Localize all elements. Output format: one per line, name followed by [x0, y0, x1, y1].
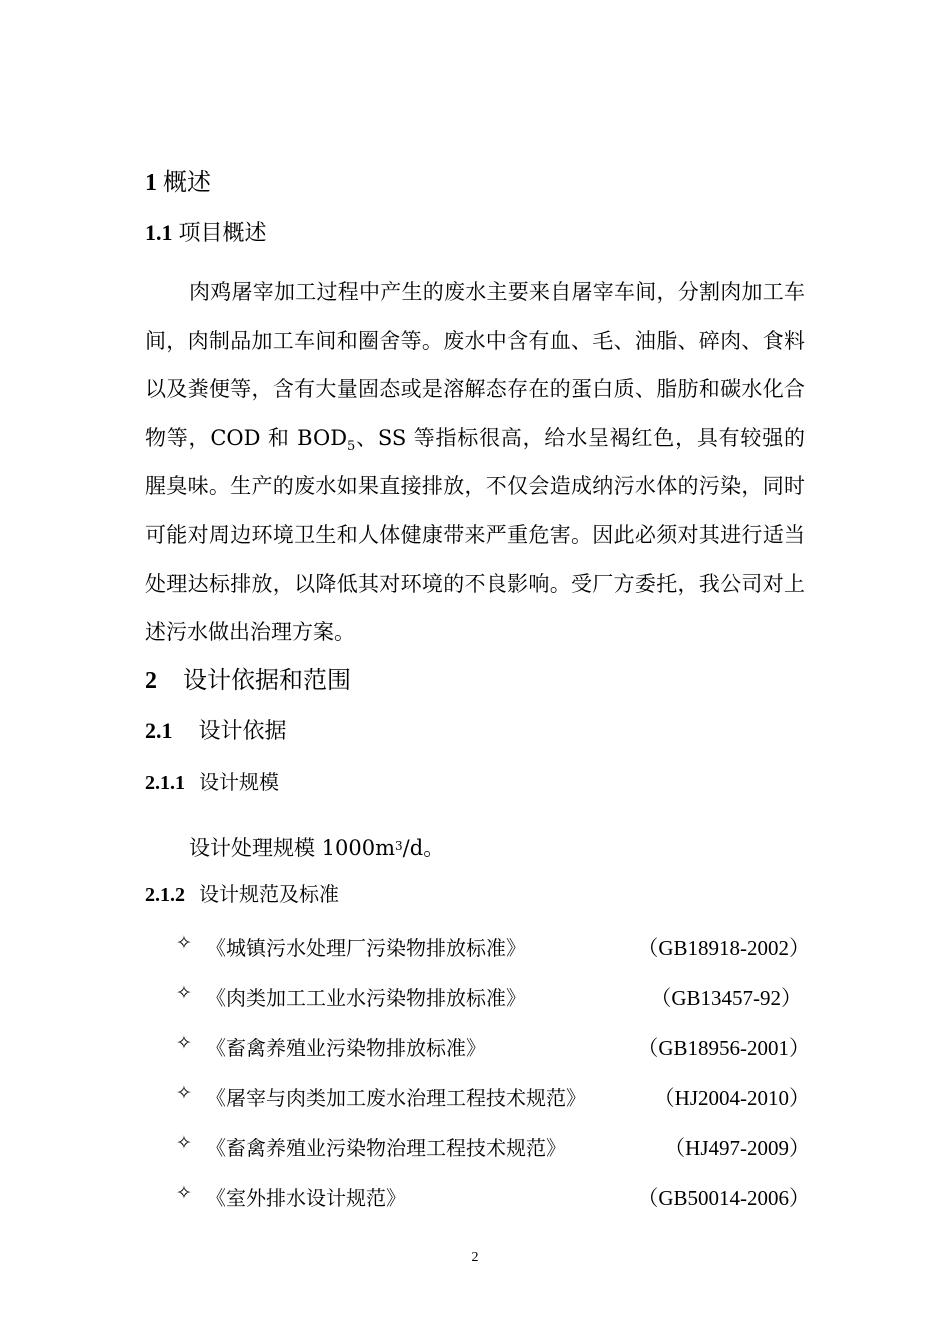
section-heading-2-1-2 — [145, 884, 339, 905]
diamond-bullet-icon: ✧ — [176, 982, 192, 1004]
overview-paragraph — [145, 268, 805, 657]
standard-code: （HJ497-2009） — [664, 1136, 810, 1160]
standard-code: （GB13457-92） — [650, 986, 802, 1010]
standard-title: 《屠宰与肉类加工废水治理工程技术规范》 — [206, 1086, 586, 1110]
section-heading-2-1 — [145, 720, 287, 743]
standard-title: 《畜禽养殖业污染物排放标准》 — [206, 1036, 486, 1060]
list-item — [176, 1132, 810, 1162]
standard-title: 《室外排水设计规范》 — [206, 1186, 406, 1210]
diamond-bullet-icon: ✧ — [176, 932, 192, 954]
section-number: 1.1 — [145, 220, 173, 245]
section-title: 设计依据和范围 — [183, 666, 351, 694]
section-number: 2.1.1 — [145, 772, 185, 794]
overview-text-part2: 、SS 等指标很高，给水呈褐红色，具有较强的腥臭味。生产的废水如果直接排放，不仅会造成纳污水体的污染，同时可能对周边环境卫生和人体健康带来严重危害。因此必须对其进行适当处理达标排放，以降低其对环境的不良影响。受厂方委托，我公司对上述污水做出治理方案。 — [145, 425, 805, 645]
superscript-3: 3 — [395, 839, 403, 853]
standard-code: （GB18918-2002） — [637, 936, 810, 960]
diamond-bullet-icon: ✧ — [176, 1182, 192, 1204]
diamond-bullet-icon: ✧ — [176, 1032, 192, 1054]
section-number: 2.1 — [145, 718, 173, 743]
section-heading-1-1 — [145, 222, 267, 245]
list-item — [176, 932, 810, 962]
list-item — [176, 982, 810, 1012]
section-number: 2 — [145, 668, 157, 694]
standard-title: 《城镇污水处理厂污染物排放标准》 — [206, 936, 526, 960]
section-title: 项目概述 — [178, 221, 267, 246]
page-number: 2 — [471, 1250, 479, 1265]
list-item — [176, 1182, 810, 1212]
diamond-bullet-icon: ✧ — [176, 1082, 192, 1104]
section-heading-2-1-1 — [145, 772, 279, 793]
standard-code: （GB50014-2006） — [637, 1186, 810, 1210]
standard-code: （HJ2004-2010） — [653, 1086, 810, 1110]
section-number: 2.1.2 — [145, 884, 185, 906]
section-title: 设计规范及标准 — [199, 882, 339, 906]
section-number: 1 — [145, 170, 157, 196]
design-scale-suffix: /d。 — [402, 836, 445, 860]
list-item — [176, 1032, 810, 1062]
design-scale-text — [189, 832, 444, 862]
section-title: 设计依据 — [198, 719, 287, 744]
section-title: 设计规模 — [199, 770, 279, 794]
standard-code: （GB18956-2001） — [637, 1036, 810, 1060]
design-scale-prefix: 设计处理规模 1000m — [189, 836, 396, 860]
section-heading-1 — [145, 170, 211, 195]
standard-title: 《畜禽养殖业污染物治理工程技术规范》 — [206, 1136, 566, 1160]
section-title: 概述 — [163, 168, 211, 196]
standard-title: 《肉类加工工业水污染物排放标准》 — [206, 986, 526, 1010]
diamond-bullet-icon: ✧ — [176, 1132, 192, 1154]
list-item — [176, 1082, 810, 1112]
section-heading-2 — [145, 668, 351, 693]
overview-text-part1: 肉鸡屠宰加工过程中产生的废水主要来自屠宰车间，分割肉加工车间，肉制品加工车间和圈舍等。废水中含有血、毛、油脂、碎肉、食料以及粪便等，含有大量固态或是溶解态存在的蛋白质、脂肪和碳水化合物等，COD 和 BOD — [145, 280, 805, 450]
subscript-5: 5 — [347, 438, 356, 454]
